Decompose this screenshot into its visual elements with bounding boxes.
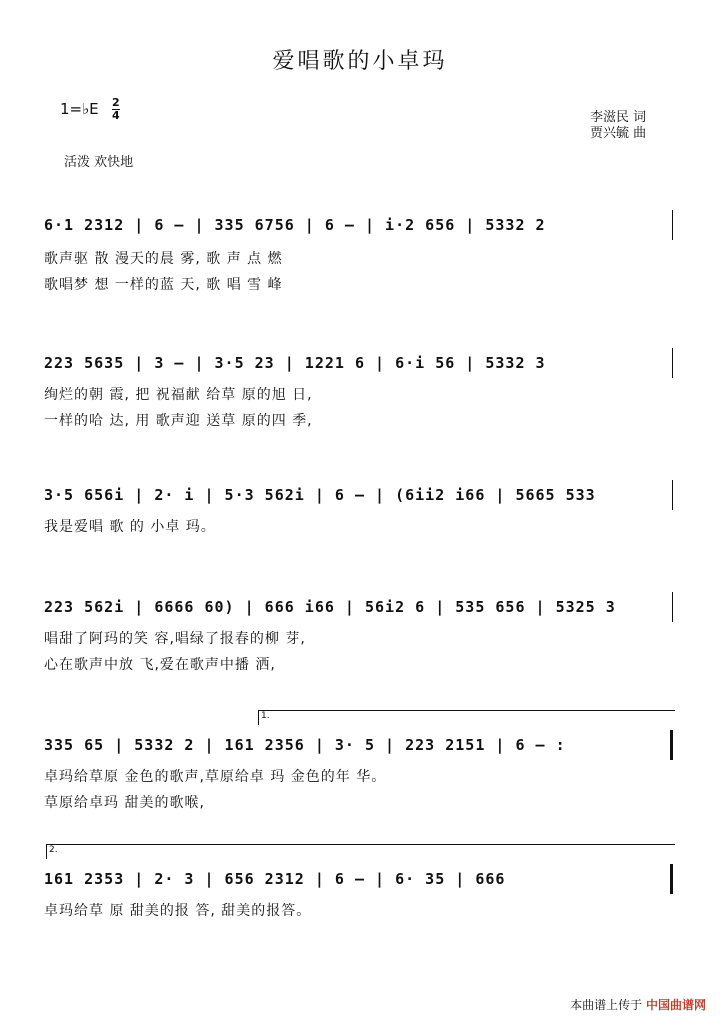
staff-line bbox=[44, 592, 674, 622]
lyric-line-2: 一样的哈 达, 用 歌声迎 送草 原的四 季, bbox=[44, 413, 313, 429]
lyric-line-1: 歌声驱 散 漫天的晨 雾, 歌 声 点 燃 bbox=[44, 251, 283, 267]
notes: 161 2353 | 2· 3 | 656 2312 | 6 – | 6· 35 | 666 bbox=[44, 870, 506, 888]
lyric-line-1: 绚烂的朝 霞, 把 祝福献 给草 原的旭 日, bbox=[44, 387, 313, 403]
barline bbox=[672, 210, 673, 240]
time-signature-bottom: 4 bbox=[112, 109, 120, 122]
notes: 6·1 2312 | 6 – | 335 6756 | 6 – | i·2 656 | 5332 2 bbox=[44, 216, 546, 234]
staff-line bbox=[44, 480, 674, 510]
lyric-line-1: 唱甜了阿玛的笑 容,唱绿了报春的柳 芽, bbox=[44, 631, 306, 647]
staff-line bbox=[44, 210, 674, 240]
final-barline bbox=[670, 864, 673, 894]
staff-line bbox=[44, 348, 674, 378]
lyricist-credit: 李滋民 词 bbox=[590, 110, 647, 125]
barline bbox=[672, 348, 673, 378]
staff-line bbox=[44, 730, 674, 760]
footer-prefix: 本曲谱上传于 bbox=[570, 998, 643, 1012]
lyric-line-1: 卓玛给草原 金色的歌声,草原给卓 玛 金色的年 华。 bbox=[44, 769, 387, 785]
key-signature: 1=♭E bbox=[60, 100, 99, 118]
lyric-line-1: 卓玛给草 原 甜美的报 答, 甜美的报答。 bbox=[44, 903, 312, 919]
notes: 3·5 656i | 2· i | 5·3 562i | 6 – | (6ii2 i66 | 5665 533 bbox=[44, 486, 596, 504]
notes: 335 65 | 5332 2 | 161 2356 | 3· 5 | 223 2151 | 6 – : bbox=[44, 736, 566, 754]
site-logo[interactable]: 中国曲谱网 bbox=[645, 998, 706, 1012]
notes: 223 562i | 6666 60) | 666 i66 | 56i2 6 | 535 656 | 5325 3 bbox=[44, 598, 616, 616]
repeat-barline bbox=[670, 730, 673, 760]
footer-source bbox=[570, 996, 706, 1013]
score-title: 爱唱歌的小卓玛 bbox=[272, 49, 448, 74]
notes: 223 5635 | 3 – | 3·5 23 | 1221 6 | 6·i 56 | 5332 3 bbox=[44, 354, 546, 372]
time-signature-top: 2 bbox=[112, 96, 120, 109]
lyric-line-2: 草原给卓玛 甜美的歌喉, bbox=[44, 795, 205, 811]
composer-credit: 贾兴毓 曲 bbox=[590, 126, 647, 141]
volta-ending-1: 1. bbox=[258, 710, 675, 725]
tempo-marking: 活泼 欢快地 bbox=[64, 155, 134, 170]
lyric-line-1: 我是爱唱 歌 的 小卓 玛。 bbox=[44, 519, 216, 535]
staff-line bbox=[44, 864, 674, 894]
volta-ending-2: 2. bbox=[46, 844, 675, 859]
lyric-line-2: 歌唱梦 想 一样的蓝 天, 歌 唱 雪 峰 bbox=[44, 277, 283, 293]
barline bbox=[672, 592, 673, 622]
time-signature bbox=[112, 97, 120, 122]
lyric-line-2: 心在歌声中放 飞,爱在歌声中播 洒, bbox=[44, 657, 276, 673]
barline bbox=[672, 480, 673, 510]
